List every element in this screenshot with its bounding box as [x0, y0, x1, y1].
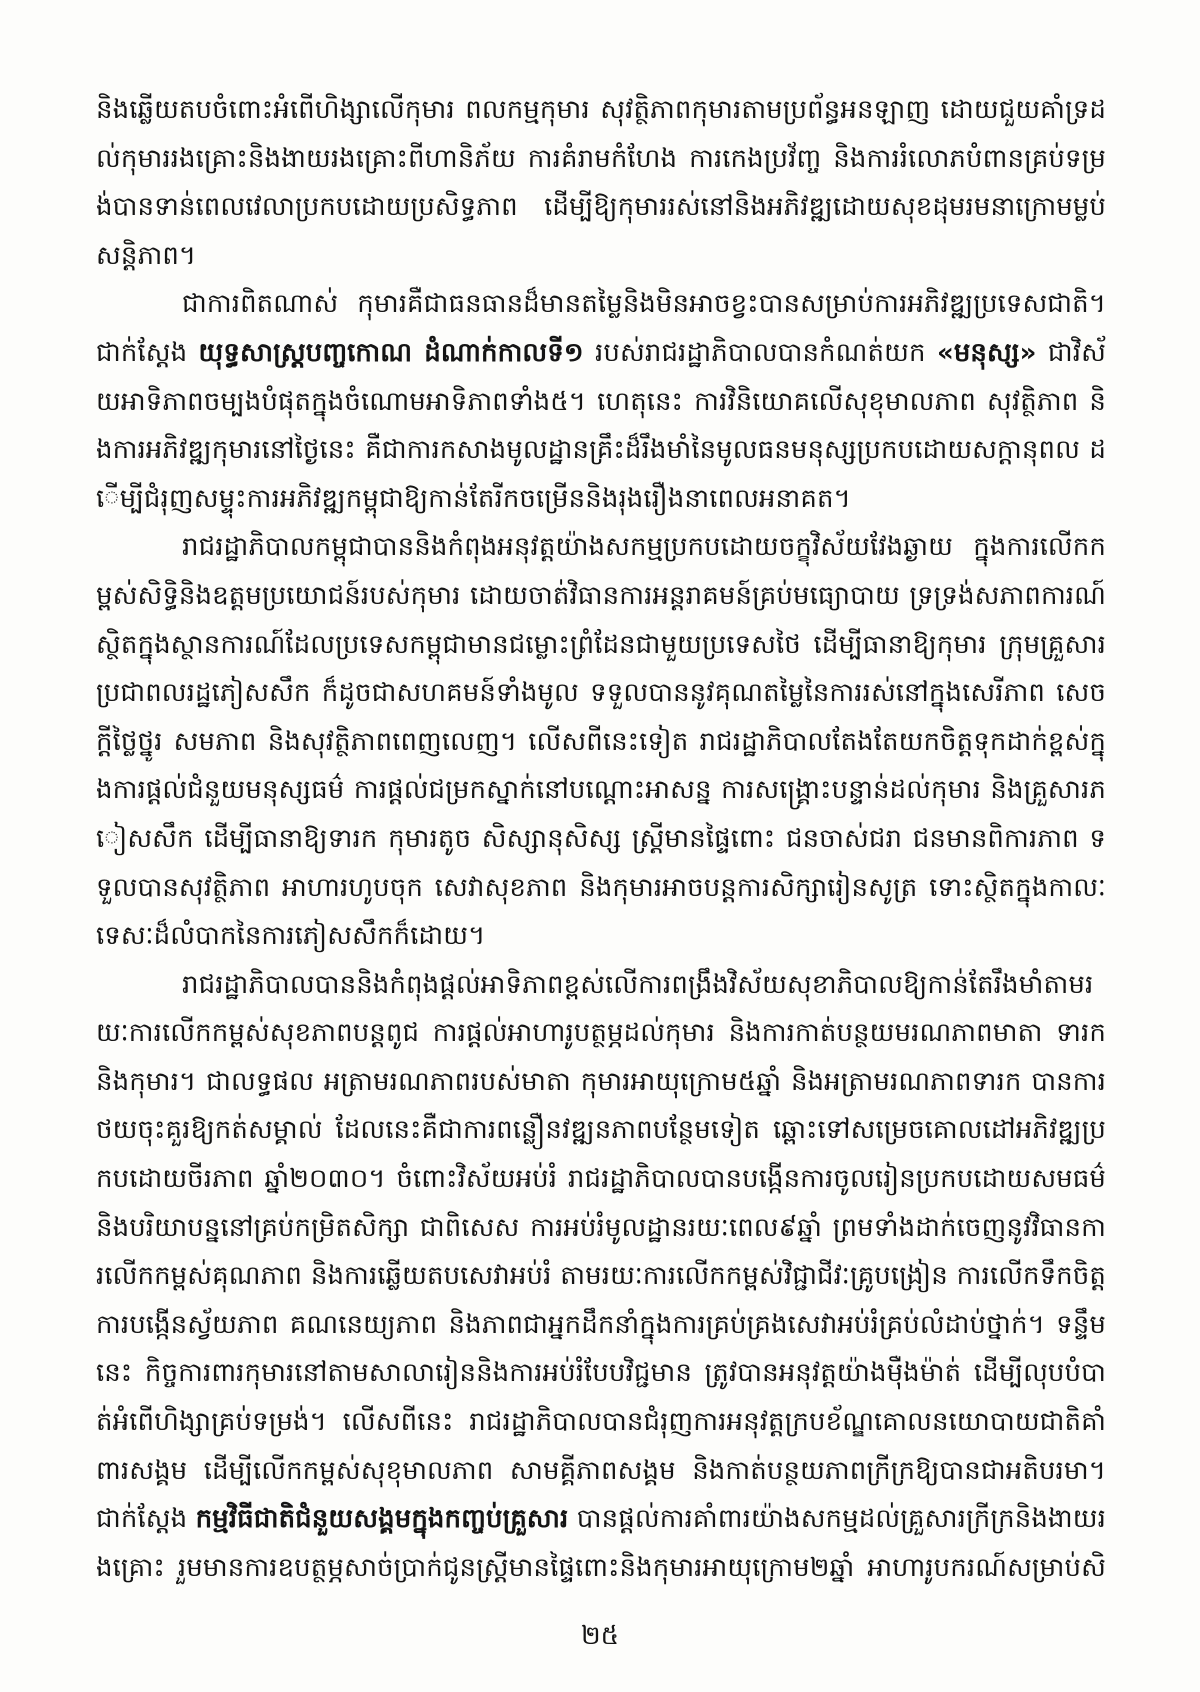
paragraph-text: បានផ្តល់ការគាំពារយ៉ាងសកម្មដល់គ្រួសារក្រីក្រនិងងាយរងគ្រោះ រួមមានការឧបត្ថម្ភសាច់ប្រាក់ជូនស្ត្រីមានផ្ទៃពោះនិងកុមារអាយុក្រោម២ឆ្នាំ អាហារូបករណ៍សម្រាប់សិ	[96, 1504, 1106, 1583]
page-number: ២៥	[580, 1621, 620, 1651]
paragraph-text: របស់រាជរដ្ឋាភិបាលបានកំណត់យក	[583, 337, 937, 368]
document-body	[96, 86, 1106, 1586]
paragraph-text: ជាវិស័យអាទិភាពចម្បងបំផុតក្នុងចំណោមអាទិភាពទាំង៥។ ហេតុនេះ ការវិនិយោគលើសុខុមាលភាព សុវត្ថិភាព និងការអភិវឌ្ឍកុមារនៅថ្ងៃនេះ គឺជាការកសាងមូលដ្ឋានគ្រឹះដ៏រឹងមាំនៃមូលធនមនុស្សប្រកបដោយសក្តានុពល ដើម្បីជំរុញសម្ទុះការអភិវឌ្ឍកម្ពុជាឱ្យកាន់តែរីកចម្រើននិងរុងរឿងនាពេលអនាគត។	[96, 337, 1106, 514]
paragraph-1	[96, 86, 1106, 280]
bold-strategy-name: យុទ្ធសាស្ត្របញ្ចកោណ ដំណាក់កាលទី១	[198, 337, 584, 368]
bold-human-term: «មនុស្ស»	[936, 337, 1037, 368]
paragraph-4	[96, 961, 1106, 1586]
paragraph-text: និងឆ្លើយតបចំពោះអំពើហិង្សាលើកុមារ ពលកម្មកុមារ សុវត្ថិភាពកុមារតាមប្រព័ន្ធអនឡាញ ដោយជួយគាំទ្រដល់កុមាររងគ្រោះនិងងាយរងគ្រោះពីហានិភ័យ ការគំរាមកំហែង ការកេងប្រវ័ញ្ច និងការរំលោភបំពានគ្រប់ទម្រង់បានទាន់ពេលវេលាប្រកបដោយប្រសិទ្ធភាព ដើម្បីឱ្យកុមាររស់នៅនិងអភិវឌ្ឍដោយសុខដុមរមនាក្រោមម្លប់សន្តិភាព។	[96, 95, 1106, 271]
paragraph-text: រាជរដ្ឋាភិបាលកម្ពុជាបាននិងកំពុងអនុវត្តយ៉ាងសកម្មប្រកបដោយចក្ខុវិស័យវែងឆ្ងាយ ក្នុងការលើកកម្ពស់សិទ្ធិនិងឧត្តមប្រយោជន៍របស់កុមារ ដោយចាត់វិធានការអន្តរាគមន៍គ្រប់មធ្យោបាយ ទ្រទ្រង់សភាពការណ៍ស្ថិតក្នុងស្ថានការណ៍ដែលប្រទេសកម្ពុជាមានជម្លោះព្រំដែនជាមួយប្រទេសថៃ ដើម្បីធានាឱ្យកុមារ ក្រុមគ្រួសារ ប្រជាពលរដ្ឋភៀសសឹក ក៏ដូចជាសហគមន៍ទាំងមូល ទទួលបាននូវគុណតម្លៃនៃការរស់នៅក្នុងសេរីភាព សេចក្តីថ្លៃថ្នូរ សមភាព និងសុវត្ថិភាពពេញលេញ។ លើសពីនេះទៀត រាជរដ្ឋាភិបាលតែងតែយកចិត្តទុកដាក់ខ្ពស់ក្នុងការផ្តល់ជំនួយមនុស្សធម៌ ការផ្តល់ជម្រកស្នាក់នៅបណ្តោះអាសន្ន ការសង្គ្រោះបន្ទាន់ដល់កុមារ និងគ្រួសារភៀសសឹក ដើម្បីធានាឱ្យទារក កុមារតូច សិស្សានុសិស្ស ស្ត្រីមានផ្ទៃពោះ ជនចាស់ជរា ជនមានពិការភាព ទទួលបានសុវត្ថិភាព អាហារហូបចុក សេវាសុខភាព និងកុមារអាចបន្តការសិក្សារៀនសូត្រ ទោះស្ថិតក្នុងកាលៈទេសៈដ៏លំបាកនៃការភៀសសឹកក៏ដោយ។	[96, 532, 1106, 952]
bold-program-name: កម្មវិធីជាតិជំនួយសង្គមក្នុងកញ្ចប់គ្រួសារ	[195, 1504, 569, 1535]
paragraph-text: ជាការពិតណាស់ កុមារគឺជាធនធានដ៏មានតម្លៃនិងមិនអាចខ្វះបានសម្រាប់ការអភិវឌ្ឍប្រទេសជាតិ។ ជាក់ស្តែង	[96, 289, 1106, 368]
paragraph-2	[96, 280, 1106, 523]
paragraph-text: រាជរដ្ឋាភិបាលបាននិងកំពុងផ្តល់អាទិភាពខ្ពស់លើការពង្រឹងវិស័យសុខាភិបាលឱ្យកាន់តែរឹងមាំតាមរយៈការលើកកម្ពស់សុខភាពបន្តពូជ ការផ្តល់អាហារូបត្ថម្ភដល់កុមារ និងការកាត់បន្ថយមរណភាពមាតា ទារក និងកុមារ។ ជាលទ្ធផល អត្រាមរណភាពរបស់មាតា កុមារអាយុក្រោម៥ឆ្នាំ និងអត្រាមរណភាពទារក បានការថយចុះគួរឱ្យកត់សម្គាល់ ដែលនេះគឺជាការពន្លឿនវឌ្ឍនភាពបន្ថែមទៀត ឆ្ពោះទៅសម្រេចគោលដៅអភិវឌ្ឍប្រកបដោយចីរភាព ឆ្នាំ២០៣០។ ចំពោះវិស័យអប់រំ រាជរដ្ឋាភិបាលបានបង្កើនការចូលរៀនប្រកបដោយសមធម៌និងបរិយាបន្ននៅគ្រប់កម្រិតសិក្សា ជាពិសេស ការអប់រំមូលដ្ឋានរយៈពេល៩ឆ្នាំ ព្រមទាំងដាក់ចេញនូវវិធានការលើកកម្ពស់គុណភាព និងការឆ្លើយតបសេវាអប់រំ តាមរយៈការលើកកម្ពស់វិជ្ជាជីវៈគ្រូបង្រៀន ការលើកទឹកចិត្ត ការបង្កើនស្វ័យភាព គណនេយ្យភាព និងភាពជាអ្នកដឹកនាំក្នុងការគ្រប់គ្រងសេវាអប់រំគ្រប់លំដាប់ថ្នាក់។ ទន្ទឹមនេះ កិច្ចការពារកុមារនៅតាមសាលារៀននិងការអប់រំបែបវិជ្ជមាន ត្រូវបានអនុវត្តយ៉ាងម៉ឺងម៉ាត់ ដើម្បីលុបបំបាត់អំពើហិង្សាគ្រប់ទម្រង់។ លើសពីនេះ រាជរដ្ឋាភិបាលបានជំរុញការអនុវត្តក្របខ័ណ្ឌគោលនយោបាយជាតិគាំពារសង្គម ដើម្បីលើកកម្ពស់សុខុមាលភាព សាមគ្គីភាពសង្គម និងកាត់បន្ថយភាពក្រីក្រឱ្យបានជាអតិបរមា។ ជាក់ស្តែង	[96, 969, 1106, 1535]
paragraph-3	[96, 523, 1106, 960]
